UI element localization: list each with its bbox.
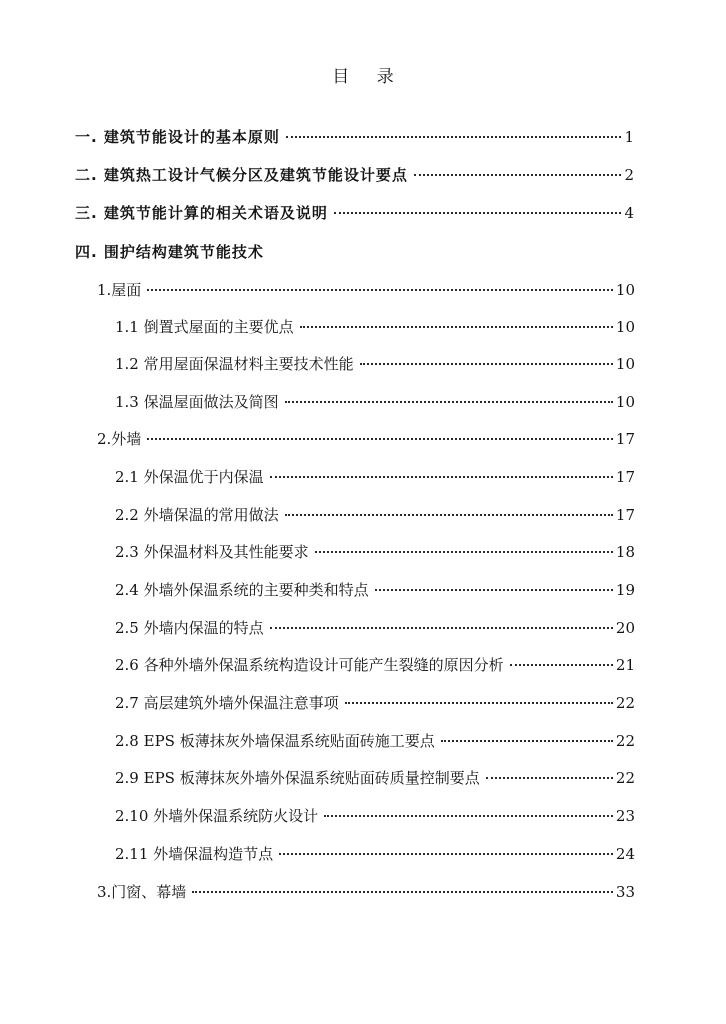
toc-entry-label: 2.1 外保温优于内保温 [115,468,264,486]
toc-entry[interactable] [115,541,635,563]
dot-leader [324,815,613,817]
toc-entry-page: 19 [615,581,635,599]
toc-entry-page: 20 [615,619,635,637]
toc-entry-page: 24 [615,845,635,863]
toc-entry[interactable] [115,617,635,639]
toc-entry-page: 17 [615,506,635,524]
toc-entry[interactable] [115,654,635,676]
toc-entry-label: 3.门窗、幕墙 [97,883,187,901]
dot-leader [315,551,613,553]
toc-entry[interactable] [75,126,635,148]
toc-entry[interactable] [75,164,635,186]
toc-entry[interactable] [115,316,635,338]
toc-entry-page: 4 [624,204,635,222]
toc-entry[interactable] [115,767,635,789]
toc-entry-label: 一. 建筑节能设计的基本原则 [75,128,280,146]
dot-leader [345,702,613,704]
toc-entry[interactable] [97,279,635,301]
toc-entry-page: 17 [615,468,635,486]
toc-entry-page: 22 [615,732,635,750]
toc-entry-page: 21 [615,656,635,674]
dot-leader [300,326,613,328]
toc-entry[interactable] [75,202,635,224]
toc-entry[interactable] [115,504,635,526]
dot-leader [285,401,613,403]
toc-entry-label: 三. 建筑节能计算的相关术语及说明 [75,204,328,222]
dot-leader [270,627,613,629]
toc-entry-label: 2.6 各种外墙外保温系统构造设计可能产生裂缝的原因分析 [115,656,504,674]
dot-leader [147,289,613,291]
toc-entry[interactable] [97,428,635,450]
toc-entry[interactable] [115,579,635,601]
toc-entry[interactable] [115,353,635,375]
dot-leader [285,514,613,516]
dot-leader [375,589,613,591]
toc-entry[interactable] [115,391,635,413]
toc-entry-label: 1.屋面 [97,281,142,299]
toc-entry-page: 22 [615,694,635,712]
toc-entry-label: 2.4 外墙外保温系统的主要种类和特点 [115,581,369,599]
toc-entry-label: 2.11 外墙保温构造节点 [115,845,274,863]
toc-entry-page: 22 [615,769,635,787]
dot-leader [441,740,613,742]
toc-entry-label: 2.2 外墙保温的常用做法 [115,506,279,524]
toc-entry-label: 2.10 外墙外保温系统防火设计 [115,807,319,825]
dot-leader [334,212,622,214]
toc-entry[interactable] [115,730,635,752]
toc-entry-label: 2.3 外保温材料及其性能要求 [115,543,309,561]
toc-entry[interactable] [115,805,635,827]
toc-entry-page: 10 [615,281,635,299]
toc-entry-page: 33 [615,883,635,901]
toc-entry[interactable] [115,692,635,714]
dot-leader [510,664,613,666]
toc-section-heading[interactable] [75,241,635,263]
toc-entry-page: 1 [624,128,635,146]
dot-leader [147,438,613,440]
toc-entry-label: 1.3 保温屋面做法及简图 [115,393,279,411]
toc-entry-label: 1.1 倒置式屋面的主要优点 [115,318,294,336]
toc-entry-page: 23 [615,807,635,825]
toc-entry-label: 二. 建筑热工设计气候分区及建筑节能设计要点 [75,166,408,184]
toc-entry-page: 10 [615,318,635,336]
dot-leader [286,136,622,138]
toc-entry-label: 2.外墙 [97,430,142,448]
toc-entry-page: 10 [615,393,635,411]
dot-leader [270,476,613,478]
toc-entry-page: 17 [615,430,635,448]
toc-entry-label: 2.9 EPS 板薄抹灰外墙外保温系统贴面砖质量控制要点 [115,769,480,787]
toc-entry-page: 2 [624,166,635,184]
dot-leader [192,891,613,893]
toc-entry-label: 2.8 EPS 板薄抹灰外墙保温系统贴面砖施工要点 [115,732,435,750]
toc-entry-label: 四. 围护结构建筑节能技术 [75,243,264,261]
dot-leader [360,363,613,365]
toc-entry[interactable] [115,466,635,488]
dot-leader [486,777,613,779]
toc-entry-page: 18 [615,543,635,561]
toc-entry-label: 1.2 常用屋面保温材料主要技术性能 [115,355,354,373]
toc-entry-label: 2.5 外墙内保温的特点 [115,619,264,637]
toc-entry-label: 2.7 高层建筑外墙外保温注意事项 [115,694,339,712]
toc-entry[interactable] [115,843,635,865]
toc-entry[interactable] [97,881,635,903]
page-title: 目 录 [332,67,394,87]
dot-leader [279,853,613,855]
dot-leader [414,174,622,176]
toc-entry-page: 10 [615,355,635,373]
